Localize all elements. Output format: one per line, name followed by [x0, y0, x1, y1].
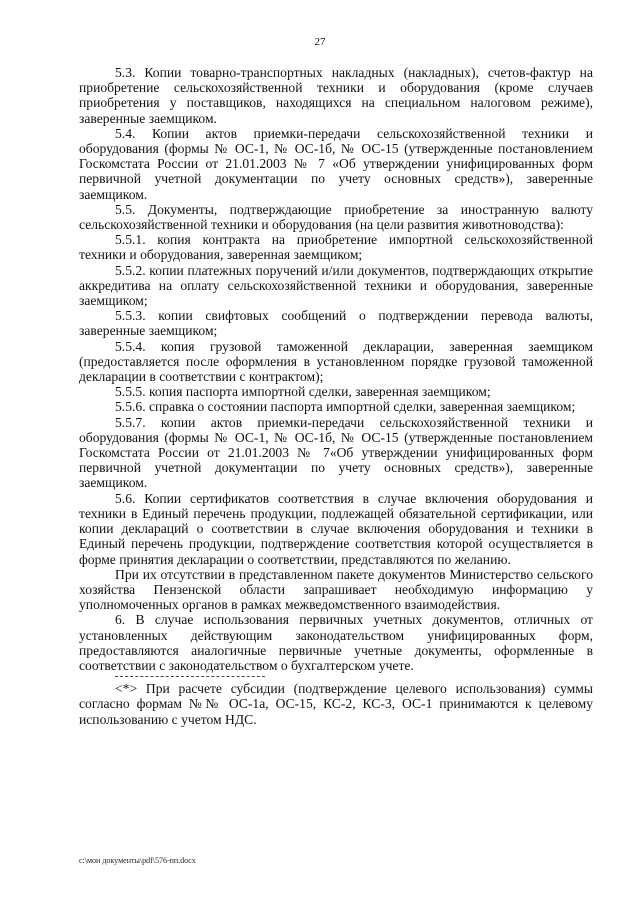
- paragraph-5-5-3: 5.5.3. копии свифтовых сообщений о подтверждении перевода валюты, заверенные заемщиком;: [79, 308, 593, 339]
- paragraph-5-5-4: 5.5.4. копия грузовой таможенной декларации, заверенная заемщиком (предоставляется после оформления в установленном порядке грузовой таможенной декларации в соответствии с контрактом);: [79, 338, 593, 385]
- paragraph-5-5-7: 5.5.7. копии актов приемки-передачи сельскохозяйственной техники и оборудования (формы № ОС-1, № ОС-1б, № ОС-15 (утвержденные постановлением Госкомстата России от 21.01.2003 № 7«Об утверждении унифицированных форм первичной учетной документации по учету основных средств»), заверенные заемщиком.: [79, 414, 593, 491]
- paragraph-5-5-6: 5.5.6. справка о состоянии паспорта импортной сделки, заверенная заемщиком;: [115, 399, 576, 415]
- footnote: <*> При расчете субсидии (подтверждение целевого использования) суммы согласно формам №№ ОС-1а, ОС-15, КС-2, КС-3, ОС-1 принимаются к целевому использованию с учетом НДС.: [79, 681, 593, 727]
- paragraph-5-5-1: 5.5.1. копия контракта на приобретение импортной сельскохозяйственной техники и оборудования, заверенная заемщиком;: [79, 232, 593, 263]
- paragraph-5-5: 5.5. Документы, подтверждающие приобретение за иностранную валюту сельскохозяйственной техники и оборудования (на цели развития животноводства):: [79, 201, 593, 233]
- paragraph-5-4: 5.4. Копии актов приемки-передачи сельскохозяйственной техники и оборудования (формы № ОС-1, № ОС-1б, № ОС-15 (утвержденные постановлением Госкомстата России от 21.01.2003 № 7 «Об утверждении унифицированных форм первичной учетной документации по учету основных средств»), заверенные заемщиком.: [79, 125, 593, 202]
- paragraph-5-5-5: 5.5.5. копия паспорта импортной сделки, заверенная заемщиком;: [115, 384, 491, 400]
- paragraph-6: 6. В случае использования первичных учетных документов, отличных от установленных действующим законодательством унифицированных форм, предоставляются аналогичные первичные учетные документы, оформленные в соответствии с законодательством о бухгалтерском учете.: [79, 612, 593, 673]
- document-body: [79, 65, 593, 727]
- page-number: 27: [314, 36, 326, 48]
- file-path: c:\мои документы\pdf\576-пп.docx: [79, 856, 196, 865]
- paragraph-absence-note: При их отсутствии в представленном пакете документов Министерство сельского хозяйства Пензенской области запрашивает необходимую информацию у уполномоченных органов в рамках межведомственного взаимодействия.: [79, 566, 593, 613]
- paragraph-5-6: 5.6. Копии сертификатов соответствия в случае включения оборудования и техники в Единый перечень продукции, подлежащей обязательной сертификации, или копии деклараций о соответствии в случае включения оборудования и техники в Единый перечень продукции, подтверждение соответствия которой осуществляется в форме принятия декларации о соответствии, представляются по желанию.: [79, 490, 593, 567]
- footnote-separator: [115, 676, 265, 677]
- paragraph-5-5-2: 5.5.2. копии платежных поручений и/или документов, подтверждающих открытие аккредитива на оплату сельскохозяйственной техники и оборудования, заверенные заемщиком;: [79, 262, 593, 309]
- paragraph-5-3: 5.3. Копии товарно-транспортных накладных (накладных), счетов-фактур на приобретение сельскохозяйственной техники и оборудования (кроме случаев приобретения у поставщиков, находящихся на специальном налоговом режиме), заверенные заемщиком.: [79, 65, 593, 126]
